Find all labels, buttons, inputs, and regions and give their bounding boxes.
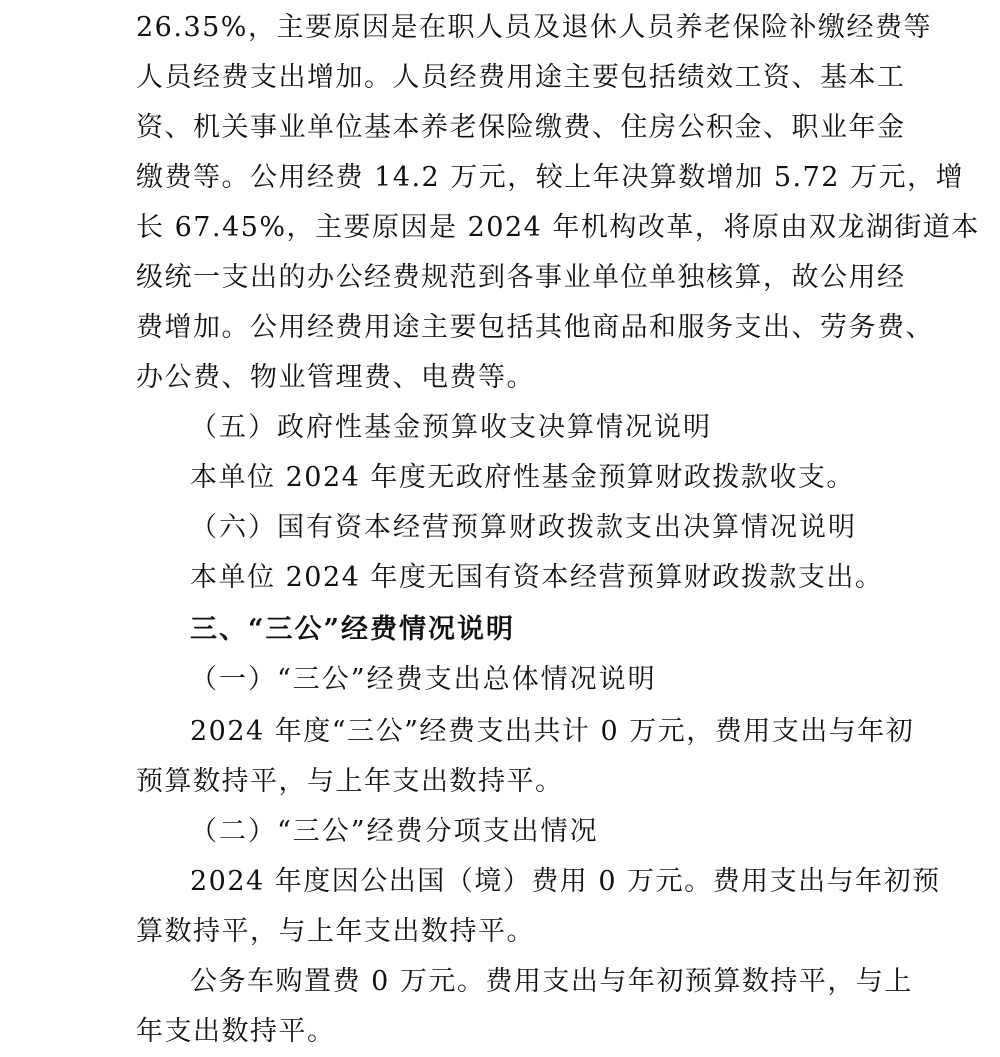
paragraph-line: 长 67.45%，主要原因是 2024 年机构改革，将原由双龙湖街道本: [136, 212, 980, 243]
paragraph-line: 26.35%，主要原因是在职人员及退休人员养老保险补缴经费等: [136, 12, 932, 43]
paragraph-line: 费增加。公用经费用途主要包括其他商品和服务支出、劳务费、: [136, 312, 934, 343]
paragraph-line: 人员经费支出增加。人员经费用途主要包括绩效工资、基本工: [136, 62, 906, 93]
paragraph-line: 公务车购置费 0 万元。费用支出与年初预算数持平，与上: [190, 966, 913, 997]
paragraph-line: 2024 年度“三公”经费支出共计 0 万元，费用支出与年初: [190, 716, 915, 747]
subsection-heading-3-1: （一）“三公”经费支出总体情况说明: [190, 664, 657, 695]
paragraph-line: 算数持平，与上年支出数持平。: [136, 916, 535, 947]
paragraph-line: 年支出数持平。: [136, 1016, 336, 1047]
paragraph-line: 级统一支出的办公经费规范到各事业单位单独核算，故公用经: [136, 262, 906, 293]
paragraph-line: 2024 年度因公出国（境）费用 0 万元。费用支出与年初预: [190, 866, 941, 897]
section-heading-6: （六）国有资本经营预算财政拨款支出决算情况说明: [190, 512, 857, 543]
section-6-text: 本单位 2024 年度无国有资本经营预算财政拨款支出。: [190, 562, 884, 593]
paragraph-line: 缴费等。公用经费 14.2 万元，较上年决算数增加 5.72 万元，增: [136, 162, 965, 193]
section-5-text: 本单位 2024 年度无政府性基金预算财政拨款收支。: [190, 462, 855, 493]
section-heading-5: （五）政府性基金预算收支决算情况说明: [190, 412, 712, 443]
paragraph-line: 资、机关事业单位基本养老保险缴费、住房公积金、职业年金: [136, 112, 906, 143]
paragraph-line: 预算数持平，与上年支出数持平。: [136, 766, 564, 797]
paragraph-line: 办公费、物业管理费、电费等。: [136, 362, 535, 393]
subsection-heading-3-2: （二）“三公”经费分项支出情况: [190, 816, 599, 847]
chapter-heading-3: 三、“三公”经费情况说明: [190, 614, 516, 645]
